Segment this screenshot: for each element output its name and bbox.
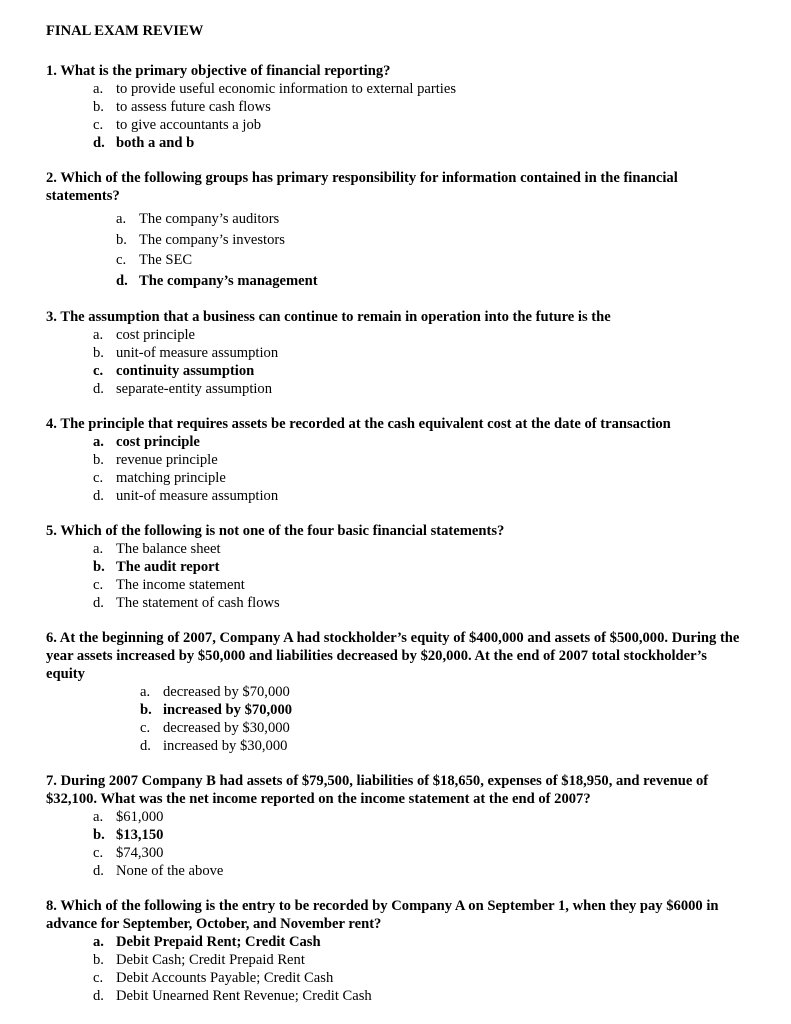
options-list: [46, 540, 746, 612]
option-b: [93, 951, 746, 969]
options-list: [46, 80, 746, 152]
option-label: c.: [116, 252, 127, 268]
option-text: The income statement: [116, 577, 245, 593]
option-label: d.: [140, 738, 151, 754]
option-label: a.: [93, 934, 104, 950]
question-3: [46, 308, 746, 398]
option-text: The company’s management: [139, 272, 318, 289]
option-label: a.: [93, 809, 104, 825]
option-c: [116, 250, 746, 271]
option-d-answer: [93, 134, 746, 152]
option-d: [93, 594, 746, 612]
option-label: b.: [93, 99, 104, 115]
option-label: d.: [93, 595, 104, 611]
options-list: [46, 933, 746, 1005]
options-list: [46, 326, 746, 398]
option-label: d.: [93, 863, 104, 879]
option-text: The statement of cash flows: [116, 595, 280, 611]
option-text: continuity assumption: [116, 363, 255, 379]
option-text: The company’s auditors: [139, 211, 280, 227]
option-a-answer: [93, 433, 746, 451]
options-list: [46, 808, 746, 880]
question-4: [46, 415, 746, 505]
option-b: [93, 451, 746, 469]
question-text: 6. At the beginning of 2007, Company A had stockholder’s equity of $400,000 and assets of $500,000. During the year assets increased by $50,000 and liabilities decreased by $20,000. At the end of 2007 total stockholder’s equity: [46, 630, 740, 682]
option-text: increased by $70,000: [163, 702, 293, 718]
option-label: d.: [93, 381, 104, 397]
question-1: [46, 62, 746, 152]
option-label: b.: [116, 231, 127, 248]
option-d: [93, 987, 746, 1005]
option-label: b.: [93, 827, 105, 843]
question-text: 5. Which of the following is not one of the four basic financial statements?: [46, 523, 505, 539]
question-6: [46, 629, 746, 755]
option-b-answer: [140, 701, 746, 719]
option-label: b.: [93, 345, 104, 361]
option-label: b.: [93, 559, 105, 575]
option-text: $74,300: [116, 845, 164, 861]
option-text: to provide useful economic information to external parties: [116, 81, 457, 97]
option-label: c.: [93, 845, 104, 861]
option-text: increased by $30,000: [163, 738, 288, 754]
option-label: a.: [93, 327, 104, 343]
question-text: 7. During 2007 Company B had assets of $79,500, liabilities of $18,650, expenses of $18,950, and revenue of $32,100. What was the net income reported on the income statement at the end of 2007?: [46, 773, 709, 807]
option-d: [93, 380, 746, 398]
option-a: [93, 540, 746, 558]
option-label: d.: [93, 135, 105, 151]
option-c: [140, 719, 746, 737]
option-c: [93, 116, 746, 134]
option-text: Debit Cash; Credit Prepaid Rent: [116, 952, 305, 968]
question-text: 3. The assumption that a business can continue to remain in operation into the future is the: [46, 309, 611, 325]
option-text: The balance sheet: [116, 541, 221, 557]
option-text: separate-entity assumption: [116, 381, 273, 397]
question-text: 1. What is the primary objective of financial reporting?: [46, 63, 391, 79]
option-text: both a and b: [116, 135, 195, 151]
option-a-answer: [93, 933, 746, 951]
option-a: [93, 326, 746, 344]
option-text: $13,150: [116, 827, 164, 843]
option-d: [93, 862, 746, 880]
option-c: [93, 576, 746, 594]
option-label: c.: [93, 970, 104, 986]
option-text: decreased by $30,000: [163, 720, 290, 736]
option-label: c.: [93, 470, 104, 486]
option-text: Debit Unearned Rent Revenue; Credit Cash: [116, 988, 372, 1004]
option-b-answer: [93, 558, 746, 576]
option-label: b.: [140, 702, 152, 718]
question-7: [46, 772, 746, 880]
question-5: [46, 522, 746, 612]
option-d: [93, 487, 746, 505]
option-text: decreased by $70,000: [163, 684, 290, 700]
option-label: c.: [93, 117, 104, 133]
option-label: a.: [116, 211, 127, 227]
option-a: [93, 80, 746, 98]
option-text: Debit Accounts Payable; Credit Cash: [116, 970, 334, 986]
option-text: cost principle: [116, 434, 200, 450]
question-2: [46, 169, 746, 291]
option-b: [93, 98, 746, 116]
option-label: d.: [93, 988, 104, 1004]
option-text: $61,000: [116, 809, 164, 825]
option-label: c.: [93, 363, 104, 379]
option-a: [93, 808, 746, 826]
question-8: [46, 897, 746, 1005]
question-text: 4. The principle that requires assets be recorded at the cash equivalent cost at the date of transaction: [46, 416, 671, 432]
option-text: The company’s investors: [139, 231, 285, 248]
option-label: a.: [93, 541, 104, 557]
option-label: c.: [140, 720, 151, 736]
option-label: b.: [93, 952, 104, 968]
option-c-answer: [93, 362, 746, 380]
option-b: [116, 230, 746, 251]
option-d: [140, 737, 746, 755]
option-c: [93, 469, 746, 487]
option-text: cost principle: [116, 327, 196, 343]
option-text: None of the above: [116, 863, 224, 879]
option-label: c.: [93, 577, 104, 593]
option-c: [93, 844, 746, 862]
options-list: [46, 209, 746, 291]
option-text: to assess future cash flows: [116, 99, 271, 115]
option-a: [140, 683, 746, 701]
option-b-answer: [93, 826, 746, 844]
option-label: d.: [116, 272, 128, 289]
option-label: a.: [140, 684, 151, 700]
question-text: 2. Which of the following groups has primary responsibility for information contained in the financial statements?: [46, 170, 678, 204]
option-text: revenue principle: [116, 452, 218, 468]
option-text: The SEC: [139, 252, 193, 268]
exam-document: [46, 22, 746, 1022]
option-text: unit-of measure assumption: [116, 488, 279, 504]
page-title: FINAL EXAM REVIEW: [46, 23, 204, 39]
option-text: to give accountants a job: [116, 117, 262, 133]
option-label: a.: [93, 81, 104, 97]
option-a: [116, 209, 746, 230]
options-list: [46, 683, 746, 755]
option-text: The audit report: [116, 559, 220, 575]
question-text: 8. Which of the following is the entry to be recorded by Company A on September 1, when they pay $6000 in advance for September, October, and November rent?: [46, 898, 719, 932]
option-label: a.: [93, 434, 104, 450]
option-text: unit-of measure assumption: [116, 345, 279, 361]
option-d-answer: [116, 271, 746, 292]
option-label: d.: [93, 488, 104, 504]
option-b: [93, 344, 746, 362]
options-list: [46, 433, 746, 505]
option-text: Debit Prepaid Rent; Credit Cash: [116, 934, 321, 950]
option-label: b.: [93, 452, 104, 468]
option-c: [93, 969, 746, 987]
option-text: matching principle: [116, 470, 226, 486]
